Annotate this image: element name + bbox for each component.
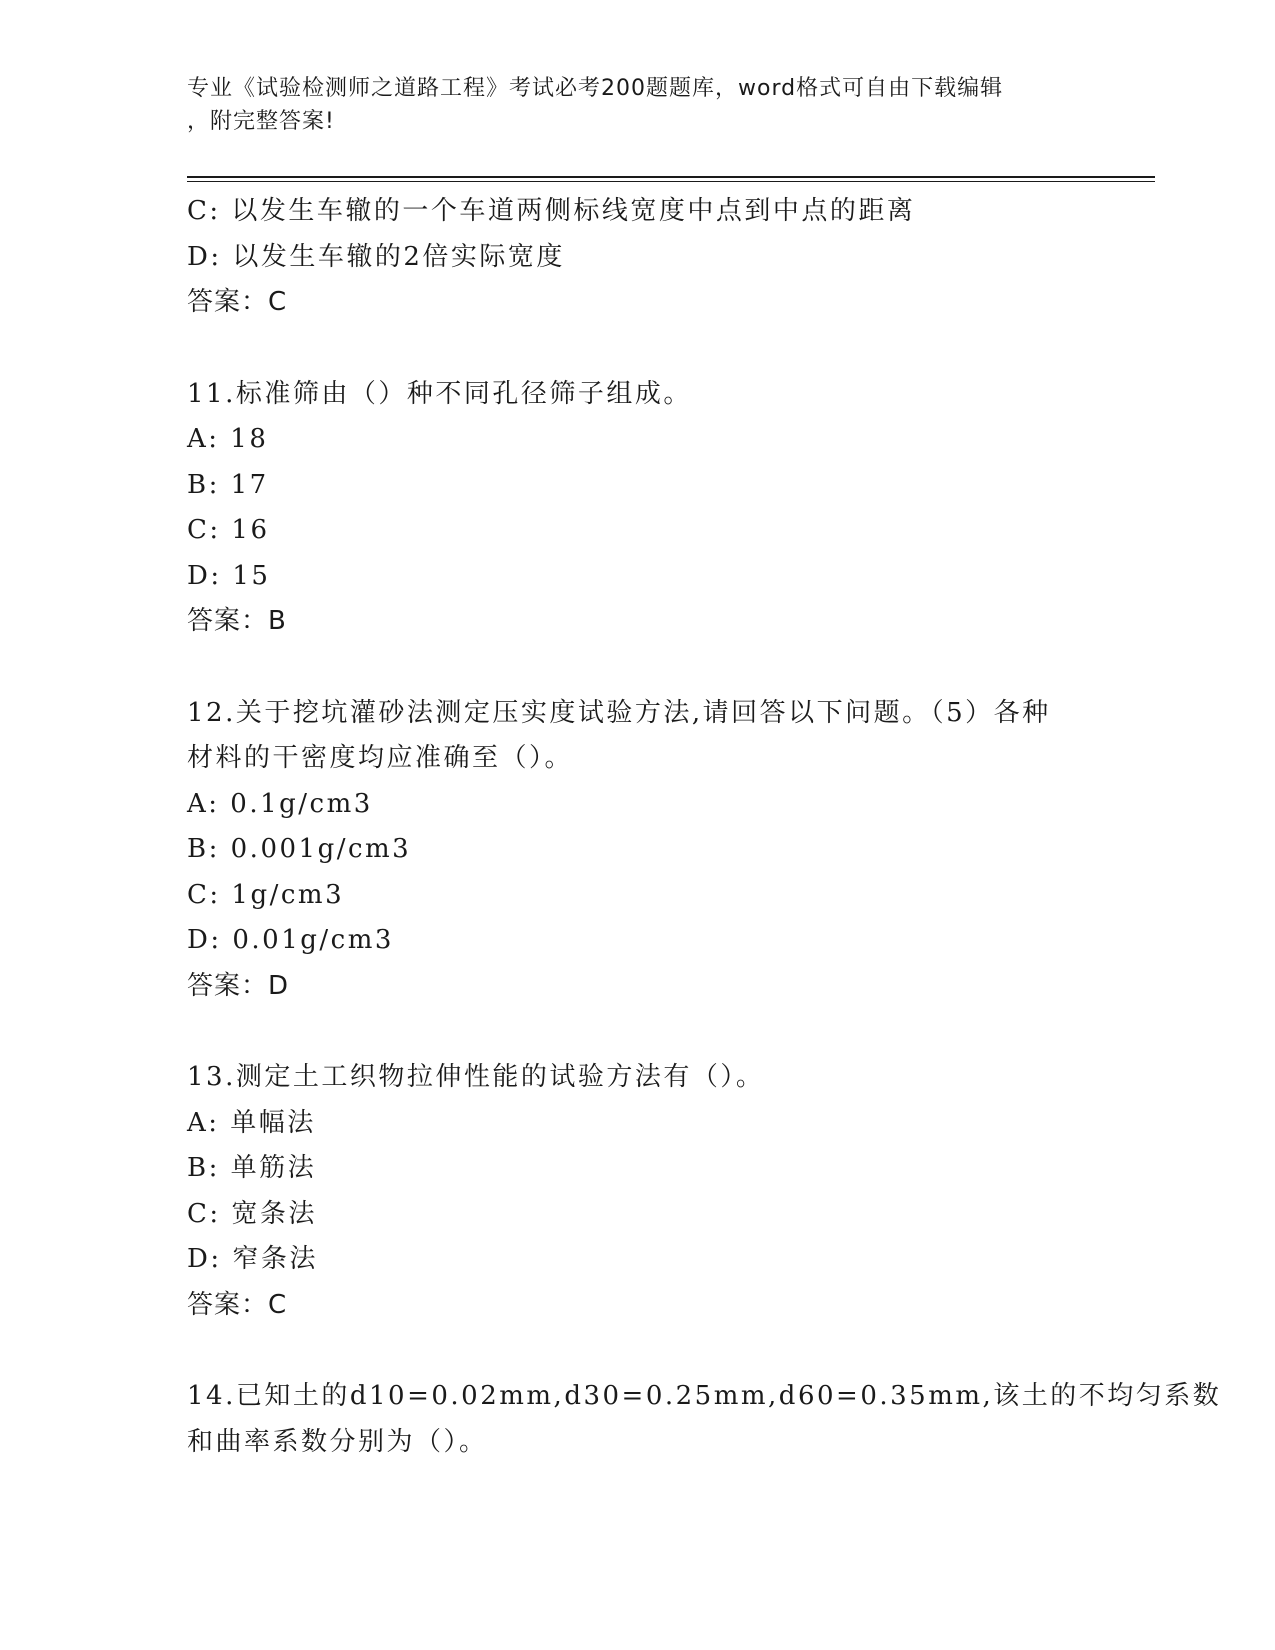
header-title-line-2: ，附完整答案! [187,109,335,134]
answer-line: 答案：D [187,970,290,1001]
option-b: B: 单筋法 [187,1153,317,1183]
question-text-line-2: 材料的干密度均应准确至（）。 [187,743,574,773]
question-text: 13.测定土工织物拉伸性能的试验方法有（）。 [187,1062,765,1092]
option-b: B: 0.001g/cm3 [187,834,412,864]
option-d: D: 以发生车辙的2倍实际宽度 [187,241,565,272]
question-text-line-1: 14.已知土的d10=0.02mm,d30=0.25mm,d60=0.35mm,该土的不均匀系数 [187,1381,1222,1411]
option-c: C: 宽条法 [187,1198,317,1229]
question-13 [187,1055,1087,1328]
header-title-line-1: 专业《试验检测师之道路工程》考试必考200题题库，word格式可自由下载编辑 [187,76,1004,101]
option-d: D: 窄条法 [187,1244,318,1274]
option-c: C: 16 [187,515,270,545]
question-text-line-2: 和曲率系数分别为（）。 [187,1426,488,1457]
prev-question-tail [187,189,1087,326]
option-c: C: 1g/cm3 [187,879,345,910]
answer-line: 答案：B [187,606,287,636]
spacer [187,1009,1087,1055]
header-rule-thick [187,176,1155,178]
question-12 [187,691,1087,1010]
answer-line: 答案：C [187,1289,288,1320]
option-a: A: 单幅法 [187,1107,316,1138]
header-rule-thin [187,181,1155,182]
spacer [187,1328,1087,1374]
spacer [187,645,1087,691]
option-c: C: 以发生车辙的一个车道两侧标线宽度中点到中点的距离 [187,196,916,226]
answer-line: 答案：C [187,287,288,317]
question-text-line-1: 12.关于挖坑灌砂法测定压实度试验方法,请回答以下问题。（5）各种 [187,697,1051,728]
option-d: D: 0.01g/cm3 [187,925,394,955]
spacer [187,326,1087,372]
question-list [187,189,1222,1465]
option-b: B: 17 [187,469,269,500]
question-14 [187,1374,1222,1465]
option-d: D: 15 [187,560,271,591]
option-a: A: 18 [187,424,269,454]
document-header [187,72,1067,138]
question-11 [187,372,1087,645]
option-a: A: 0.1g/cm3 [187,788,373,819]
question-text: 11.标准筛由（）种不同孔径筛子组成。 [187,378,692,409]
